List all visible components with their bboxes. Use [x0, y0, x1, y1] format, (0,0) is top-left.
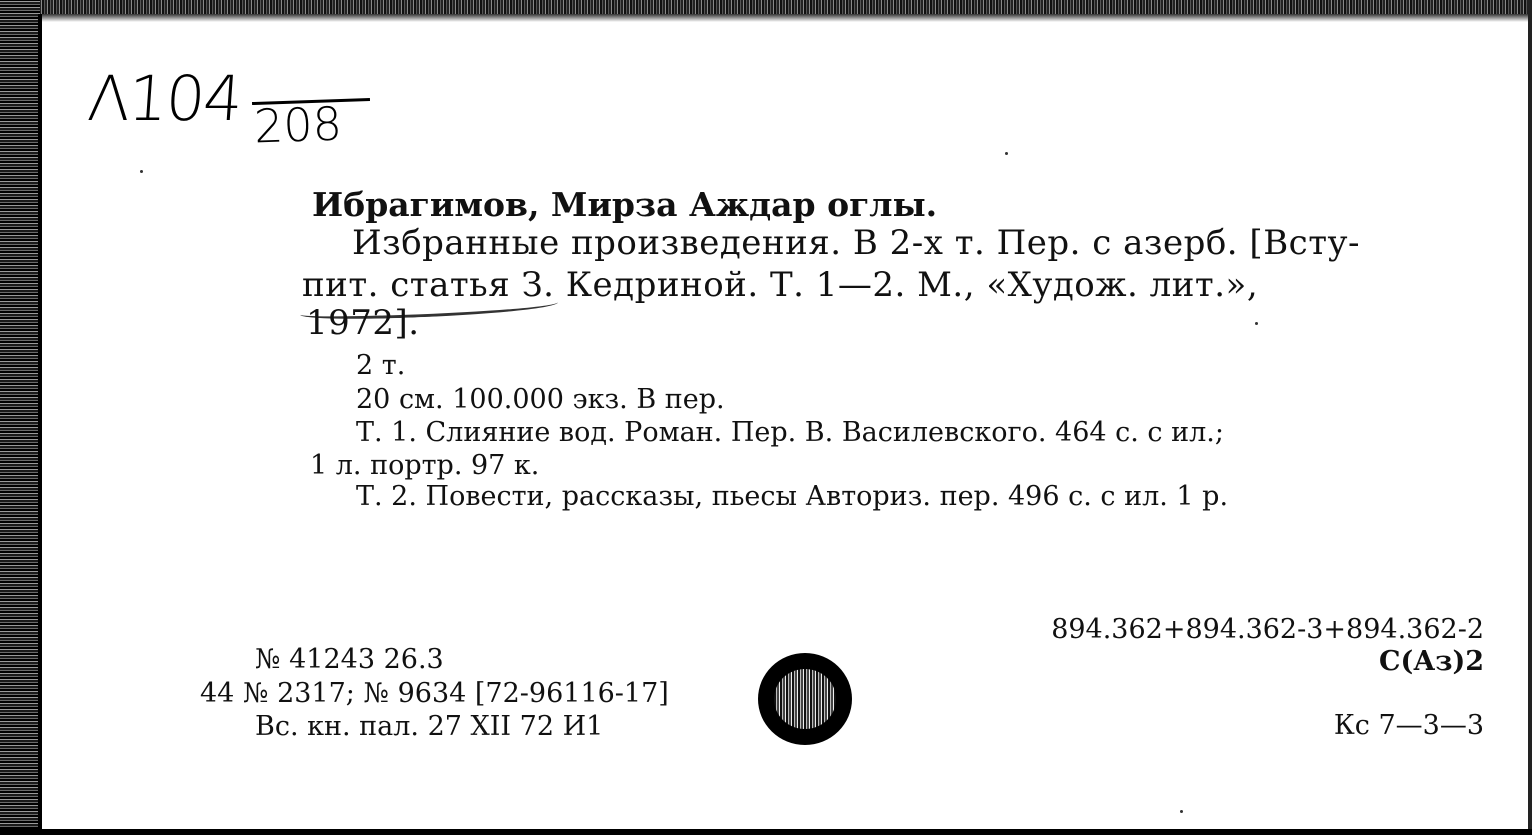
handwritten-shelf-subcode: 208	[253, 96, 343, 154]
scan-top-shadow	[40, 14, 1532, 22]
card-volumes: 2 т.	[356, 350, 406, 381]
card-volume-1-line-1: Т. 1. Слияние вод. Роман. Пер. В. Василевского. 464 с. с ил.;	[356, 417, 1224, 448]
card-left-border	[38, 14, 42, 835]
card-order-numbers: 44 № 2317; № 9634 [72-96116-17]	[200, 678, 669, 709]
card-right-border	[1528, 0, 1532, 835]
card-number: № 41243 26.3	[255, 644, 444, 675]
scan-left-edge	[0, 0, 40, 835]
handwritten-shelf-code: Λ104	[85, 62, 244, 135]
scan-top-edge	[0, 0, 1532, 14]
card-author: Ибрагимов, Мирза Аждар оглы.	[312, 185, 938, 224]
card-bottom-border	[0, 829, 1532, 835]
card-title-line-2: пит. статья З. Кедриной. Т. 1—2. М., «Худож. лит.»,	[302, 265, 1259, 305]
card-volume-2: Т. 2. Повести, рассказы, пьесы Авториз. пер. 496 с. с ил. 1 р.	[356, 481, 1229, 512]
card-classification: С(Аз)2	[1378, 646, 1484, 677]
card-punch-hole	[758, 653, 852, 745]
scan-speck	[140, 170, 143, 173]
card-kc-code: Кс 7—3—3	[1333, 710, 1484, 741]
card-title-line-3: 1972].	[306, 303, 420, 343]
scan-speck	[1255, 322, 1258, 325]
scan-speck	[1005, 152, 1008, 155]
card-volume-1-line-2: 1 л. портр. 97 к.	[310, 450, 540, 481]
scan-speck	[1180, 810, 1183, 813]
card-udc-index: 894.362+894.362-3+894.362-2	[1051, 614, 1484, 645]
card-title-line-1: Избранные произведения. В 2-х т. Пер. с азерб. [Всту-	[352, 223, 1361, 263]
card-physical-description: 20 см. 100.000 экз. В пер.	[356, 384, 725, 415]
card-chamber-date: Вс. кн. пал. 27 XII 72 И1	[255, 711, 604, 742]
